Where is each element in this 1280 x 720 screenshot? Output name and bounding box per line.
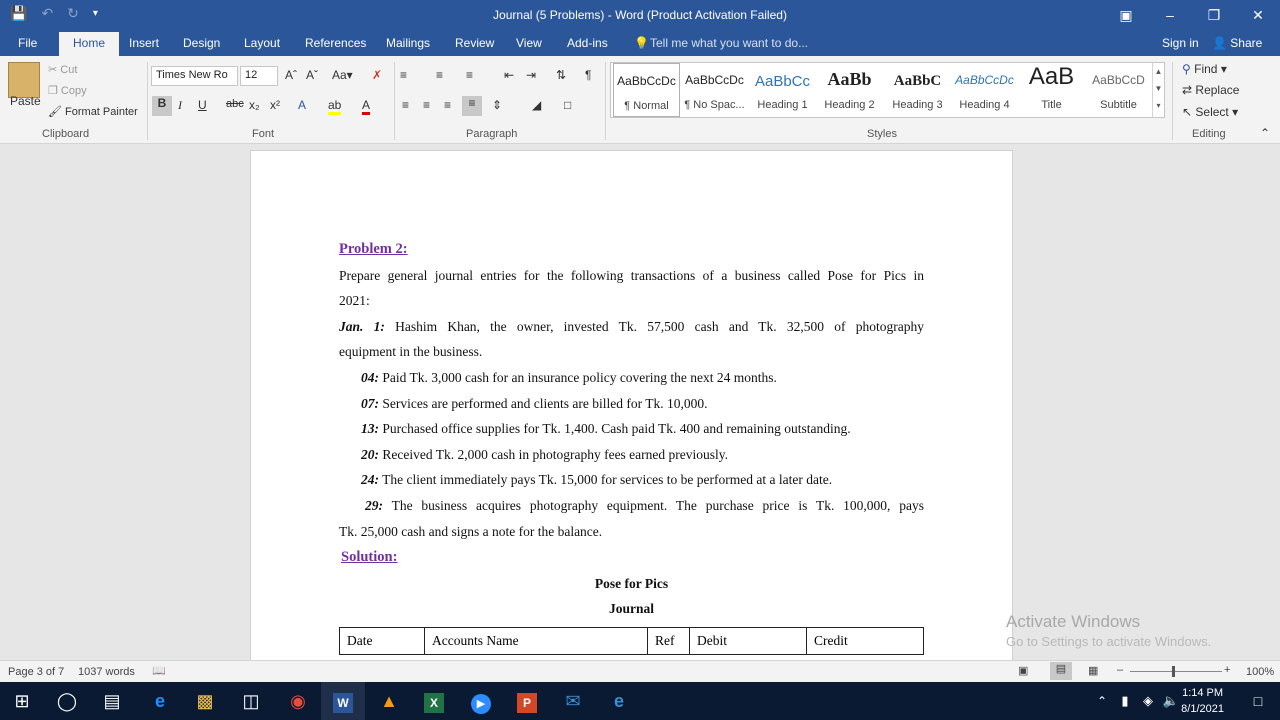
clear-formatting-icon[interactable]: ✗ [372,68,383,82]
format-painter-button[interactable] [48,105,138,118]
jan-line-1 [339,314,924,340]
style-preview: AaBbCcDc [685,73,744,87]
zoom-slider[interactable] [1130,671,1222,672]
style-preview: AaBbCc [754,73,811,90]
journal-table[interactable] [339,627,924,655]
tell-me-box[interactable]: Tell me what you want to do... [650,36,809,50]
copy-button[interactable]: ❐ Copy [48,85,87,97]
window-title: Journal (5 Problems) - Word (Product Activation Failed) [493,8,787,22]
header-ref: Ref [648,628,690,655]
highlight-icon[interactable]: ab [328,98,341,115]
find-icon: ⚲ [1182,62,1191,76]
activation-watermark: Activate Windows [1006,612,1141,631]
tab-file[interactable]: File [18,36,38,50]
brush-icon: 🖌 [48,106,62,118]
style-name: Heading 3 [892,99,943,111]
tab-review[interactable]: Review [455,36,495,50]
transaction-29-line-2: Tk. 25,000 cash and signs a note for the balance. [339,523,603,539]
transaction-24 [339,467,924,493]
sign-in-link[interactable]: Sign in [1162,36,1199,50]
transaction-day: 07: [361,395,379,411]
zoom-level[interactable]: 100% [1246,666,1275,678]
file-explorer-icon[interactable]: ▩ [196,691,214,711]
decrease-indent-icon[interactable]: ⇤ [504,68,515,82]
style-normal[interactable] [613,63,680,117]
intro-line-1: Prepare general journal entries for the following transactions of a business called Pose for Pics in [339,267,924,283]
jan-text: Hashim Khan, the owner, invested Tk. 57,500 cash and Tk. 32,500 of photography [384,318,924,334]
show-paragraph-marks-icon[interactable]: ¶ [585,68,592,82]
style-title[interactable] [1018,63,1085,117]
jan-date: Jan. 1: [339,318,385,334]
replace-icon: ⇄ [1182,83,1193,97]
change-case-icon[interactable]: Aa▾ [332,68,353,82]
cut-label: Cut [60,64,78,76]
format-painter-label: Format Painter [65,106,138,118]
style-preview: AaBbCcD [1092,73,1145,87]
transaction-text: Purchased office supplies for Tk. 1,400. Cash paid Tk. 400 and remaining outstanding. [379,421,851,437]
journal-title: Journal [608,601,654,617]
line-spacing-icon[interactable]: ⇕ [492,98,503,112]
style-name: Title [1041,99,1062,111]
ribbon-display-options-icon[interactable]: ▣ [1119,7,1133,23]
paragraph-group-label: Paragraph [466,128,518,140]
style-name: Heading 2 [824,99,875,111]
transaction-13 [339,416,924,442]
style-preview: AaBbC [893,73,942,89]
solution-heading: Solution: [341,549,398,566]
transaction-text: The client immediately pays Tk. 15,000 for services to be performed at a later date. [379,472,833,488]
style-preview: AaB [1028,63,1075,90]
print-layout-icon[interactable]: ▤ [1050,662,1072,680]
style-heading-4[interactable] [951,63,1018,117]
read-mode-icon[interactable]: ▣ [1018,665,1029,677]
word-count[interactable]: 1037 words [78,666,135,678]
font-name-combo[interactable] [151,66,238,86]
clipboard-group-label: Clipboard [42,128,90,140]
superscript-button[interactable]: x² [270,98,280,112]
transaction-text: Received Tk. 2,000 cash in photography fees earned previously. [379,446,729,462]
style-heading-1[interactable] [749,63,816,117]
problem-heading: Problem 2: [339,241,408,257]
borders-icon[interactable]: □ [564,98,572,112]
header-date: Date [340,628,425,655]
transaction-day: 24: [361,472,379,488]
bold-button[interactable]: B [152,96,172,116]
replace-button[interactable] [1182,83,1239,97]
intro-line-2: 2021: [339,293,370,309]
shading-icon[interactable]: ◢ [532,98,542,112]
sort-icon[interactable]: ⇅ [556,68,567,82]
text-effects-icon[interactable]: A [298,98,307,112]
web-layout-icon[interactable]: ▦ [1088,665,1099,677]
shrink-font-icon[interactable]: Aˇ [306,68,318,82]
multilevel-list-icon[interactable]: ≡ [466,68,474,82]
style-preview: AaBb [827,69,872,89]
style-name: ¶ Normal [624,100,669,112]
select-label: Select [1195,105,1229,119]
tab-insert[interactable]: Insert [129,36,160,50]
tab-references[interactable]: References [305,36,367,50]
header-credit: Credit [807,628,924,655]
transaction-04 [339,365,924,391]
zoom-in-icon[interactable]: + [1224,664,1231,676]
style-preview: AaBbCcDc [617,74,676,88]
customize-qat-icon[interactable]: ▾ [92,8,98,19]
internet-explorer-icon[interactable]: e [613,691,624,711]
justify-icon[interactable]: ≡ [462,96,482,116]
notifications-icon[interactable]: □ [1253,693,1263,709]
font-group-label: Font [252,128,275,140]
clock-time: 1:14 PM [1182,687,1224,699]
lightbulb-icon: 💡 [634,36,649,50]
styles-scroll[interactable]: ▲ ▼ ▾ [1152,63,1164,117]
editing-group-label: Editing [1192,128,1226,140]
align-right-icon[interactable]: ≡ [444,98,452,112]
tab-add-ins[interactable]: Add-ins [567,36,608,50]
taskbar [0,682,1280,720]
person-icon: 👤 [1212,36,1227,50]
grow-font-icon[interactable]: Aˆ [285,68,297,82]
table-header-row [340,628,924,655]
style-name: ¶ No Spac... [684,99,745,111]
increase-indent-icon[interactable]: ⇥ [526,68,537,82]
select-icon: ↖ [1182,105,1193,119]
select-button[interactable]: ↖ Select ▾ [1182,105,1239,119]
paste-icon[interactable] [8,62,40,98]
mail-icon[interactable]: ✉ [565,691,581,711]
zoom-out-icon[interactable]: – [1117,664,1124,676]
align-left-icon[interactable]: ≡ [402,98,410,112]
header-accounts-name: Accounts Name [425,628,648,655]
excel-icon[interactable]: X [412,682,456,720]
transaction-text: Paid Tk. 3,000 cash for an insurance policy covering the next 24 months. [379,369,777,385]
ribbon [0,56,1280,144]
transaction-29-line-1 [339,493,924,519]
style-name: Heading 1 [757,99,808,111]
transaction-day: 13: [361,421,379,437]
cortana-search-icon[interactable]: ◯ [56,691,78,711]
transaction-day: 29: [365,497,383,513]
transaction-text: The business acquires photography equipment. The purchase price is Tk. 100,000, pays [383,497,924,513]
strikethrough-button[interactable]: abc [226,98,244,110]
find-label: Find [1194,62,1218,76]
style-heading-2[interactable] [816,63,883,117]
style-name: Subtitle [1100,99,1137,111]
find-button[interactable]: ⚲ Find ▾ [1182,62,1227,76]
store-icon[interactable]: ◫ [242,691,260,711]
header-debit: Debit [690,628,807,655]
clock-date: 8/1/2021 [1181,703,1224,715]
maximize-button[interactable]: ❐ [1207,7,1221,23]
copy-label: Copy [60,85,87,97]
transaction-20 [339,442,924,468]
activation-watermark-sub: Go to Settings to activate Windows. [1006,634,1212,649]
status-bar [0,660,1280,682]
zoom-slider-thumb[interactable] [1172,666,1175,677]
jan-line-2: equipment in the business. [339,344,483,360]
share-label: Share [1230,36,1263,50]
italic-button[interactable]: I [178,98,182,112]
style-name: Heading 4 [959,99,1010,111]
edge-icon[interactable]: e [154,691,165,711]
font-color-icon[interactable]: A [362,98,370,115]
styles-gallery [610,62,1165,118]
paste-button[interactable]: Paste [10,94,41,108]
document-body[interactable] [339,236,924,622]
transaction-07 [339,391,924,417]
powerpoint-icon[interactable]: P [505,682,549,720]
battery-icon[interactable]: ▮ [1121,693,1129,708]
task-view-icon[interactable]: ▤ [103,691,121,711]
save-icon[interactable]: 💾 [10,5,28,21]
chrome-icon[interactable]: ◉ [290,691,306,711]
windows-start-icon[interactable]: ⊞ [14,691,30,711]
vlc-icon[interactable]: ▲ [380,691,398,711]
bullets-icon[interactable]: ≡ [400,68,408,82]
ribbon-tabs [0,32,1280,56]
underline-button[interactable]: U [198,98,207,112]
transaction-day: 20: [361,446,379,462]
transaction-text: Services are performed and clients are billed for Tk. 10,000. [379,395,708,411]
styles-group-label: Styles [867,128,897,140]
font-size-combo[interactable] [240,66,278,86]
subscript-button[interactable]: x₂ [249,98,260,112]
tab-mailings[interactable]: Mailings [386,36,431,50]
style-heading-3[interactable] [884,63,951,117]
word-icon[interactable]: W [321,682,365,720]
share-button[interactable] [1212,36,1262,50]
style-no-spacing[interactable] [681,63,748,117]
page-count[interactable]: Page 3 of 7 [8,666,65,678]
show-hidden-icons[interactable]: ⌃ [1096,694,1108,708]
style-preview: AaBbCcDc [955,73,1014,87]
tab-design[interactable]: Design [183,36,221,50]
numbering-icon[interactable]: ≡ [436,68,444,82]
align-center-icon[interactable]: ≡ [423,98,431,112]
close-button[interactable]: ✕ [1252,7,1264,23]
system-clock[interactable] [1181,685,1224,717]
volume-icon[interactable]: 🔈 [1162,693,1180,708]
collapse-ribbon-icon[interactable]: ⌃ [1260,126,1271,140]
redo-icon[interactable]: ↻ [67,5,79,21]
style-subtitle[interactable] [1085,63,1152,117]
company-name: Pose for Pics [594,575,669,591]
replace-label: Replace [1195,83,1240,97]
minimize-button[interactable]: – [1166,7,1174,23]
title-bar [0,0,1280,32]
wifi-icon[interactable]: ◈ [1143,693,1153,708]
proofing-icon[interactable]: 📖 [152,665,166,677]
tab-home[interactable]: Home [59,32,119,56]
font-name-value: Times New Ro [156,69,228,81]
tab-view[interactable]: View [516,36,542,50]
undo-icon[interactable]: ↶ [41,5,54,21]
tab-layout[interactable]: Layout [244,36,281,50]
transaction-day: 04: [361,369,379,385]
font-size-value: 12 [245,69,258,81]
cut-button[interactable]: ✂ Cut [48,64,78,76]
zoom-app-icon[interactable]: ▶ [459,682,503,720]
